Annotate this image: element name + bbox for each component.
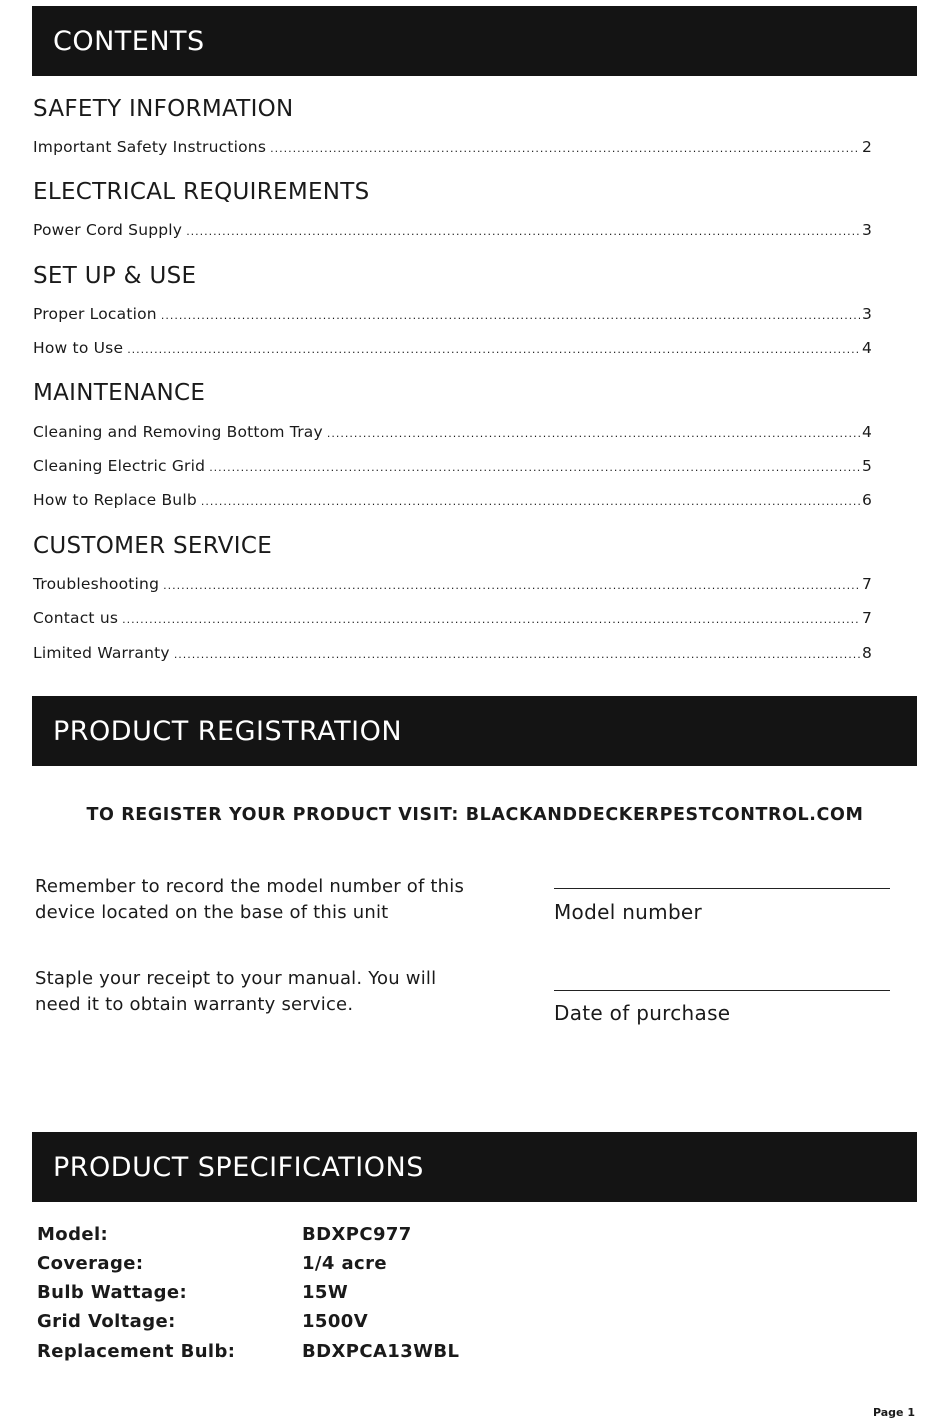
spec-value: BDXPC977 [302,1224,412,1245]
toc-entry-page: 3 [861,221,872,239]
spec-value: 15W [302,1282,349,1303]
section-heading-customer-service: CUSTOMER SERVICE [33,533,273,559]
toc-entry-label: Proper Location [33,305,157,323]
model-number-line[interactable] [554,888,890,889]
toc-entry-page: 7 [861,575,872,593]
toc-entry-label: Important Safety Instructions [33,138,267,156]
model-number-label: Model number [554,900,703,924]
toc-entry-page: 2 [861,138,872,156]
toc-entry[interactable] [33,456,872,478]
spec-key: Replacement Bulb: [37,1341,236,1362]
toc-entry-page: 7 [861,609,872,627]
spec-key: Model: [37,1224,109,1245]
spec-value: BDXPCA13WBL [302,1341,460,1362]
toc-leader-dots [201,490,860,512]
toc-leader-dots [161,304,860,326]
toc-leader-dots [163,574,860,596]
registration-title: PRODUCT REGISTRATION [53,715,403,747]
date-of-purchase-label: Date of purchase [554,1001,731,1025]
toc-entry-label: Cleaning and Removing Bottom Tray [33,423,323,441]
section-heading-setup: SET UP & USE [33,263,197,289]
toc-entry-page: 8 [861,644,872,662]
spec-value: 1500V [302,1311,369,1332]
toc-leader-dots [209,456,860,478]
toc-leader-dots [270,137,860,159]
toc-entry[interactable] [33,643,872,665]
specifications-title: PRODUCT SPECIFICATIONS [53,1151,424,1183]
toc-entry-page: 4 [861,339,872,357]
specifications-banner [32,1132,917,1202]
toc-entry[interactable] [33,338,872,360]
contents-banner [32,6,917,76]
toc-entry-page: 6 [861,491,872,509]
spec-key: Coverage: [37,1253,144,1274]
spec-key: Bulb Wattage: [37,1282,188,1303]
toc-entry[interactable] [33,574,872,596]
toc-entry[interactable] [33,422,872,444]
date-of-purchase-line[interactable] [554,990,890,991]
section-heading-electrical: ELECTRICAL REQUIREMENTS [33,179,370,205]
toc-entry-page: 3 [861,305,872,323]
toc-entry[interactable] [33,608,872,630]
section-heading-maintenance: MAINTENANCE [33,380,206,406]
registration-banner [32,696,917,766]
toc-entry-label: Power Cord Supply [33,221,183,239]
spec-key: Grid Voltage: [37,1311,176,1332]
toc-leader-dots [122,608,860,630]
toc-leader-dots [327,422,860,444]
toc-entry-label: Limited Warranty [33,644,170,662]
spec-value: 1/4 acre [302,1253,387,1274]
toc-leader-dots [186,220,860,242]
toc-entry[interactable] [33,304,872,326]
toc-entry-label: How to Replace Bulb [33,491,197,509]
toc-entry-page: 4 [861,423,872,441]
toc-leader-dots [127,338,860,360]
section-heading-safety: SAFETY INFORMATION [33,96,294,122]
toc-entry-label: Troubleshooting [33,575,160,593]
toc-entry-label: Cleaning Electric Grid [33,457,206,475]
toc-entry-page: 5 [861,457,872,475]
toc-entry-label: Contact us [33,609,119,627]
staple-receipt-note: Staple your receipt to your manual. You will need it to obtain warranty service. [35,968,437,1015]
toc-entry[interactable] [33,490,872,512]
contents-title: CONTENTS [53,25,205,57]
toc-entry[interactable] [33,220,872,242]
toc-leader-dots [174,643,860,665]
toc-entry-label: How to Use [33,339,124,357]
registration-visit-text: TO REGISTER YOUR PRODUCT VISIT: BLACKANDDECKERPESTCONTROL.COM [86,805,864,825]
page-number: Page 1 [872,1406,915,1419]
toc-entry[interactable] [33,137,872,159]
record-model-note: Remember to record the model number of this device located on the base of this unit [35,876,465,923]
